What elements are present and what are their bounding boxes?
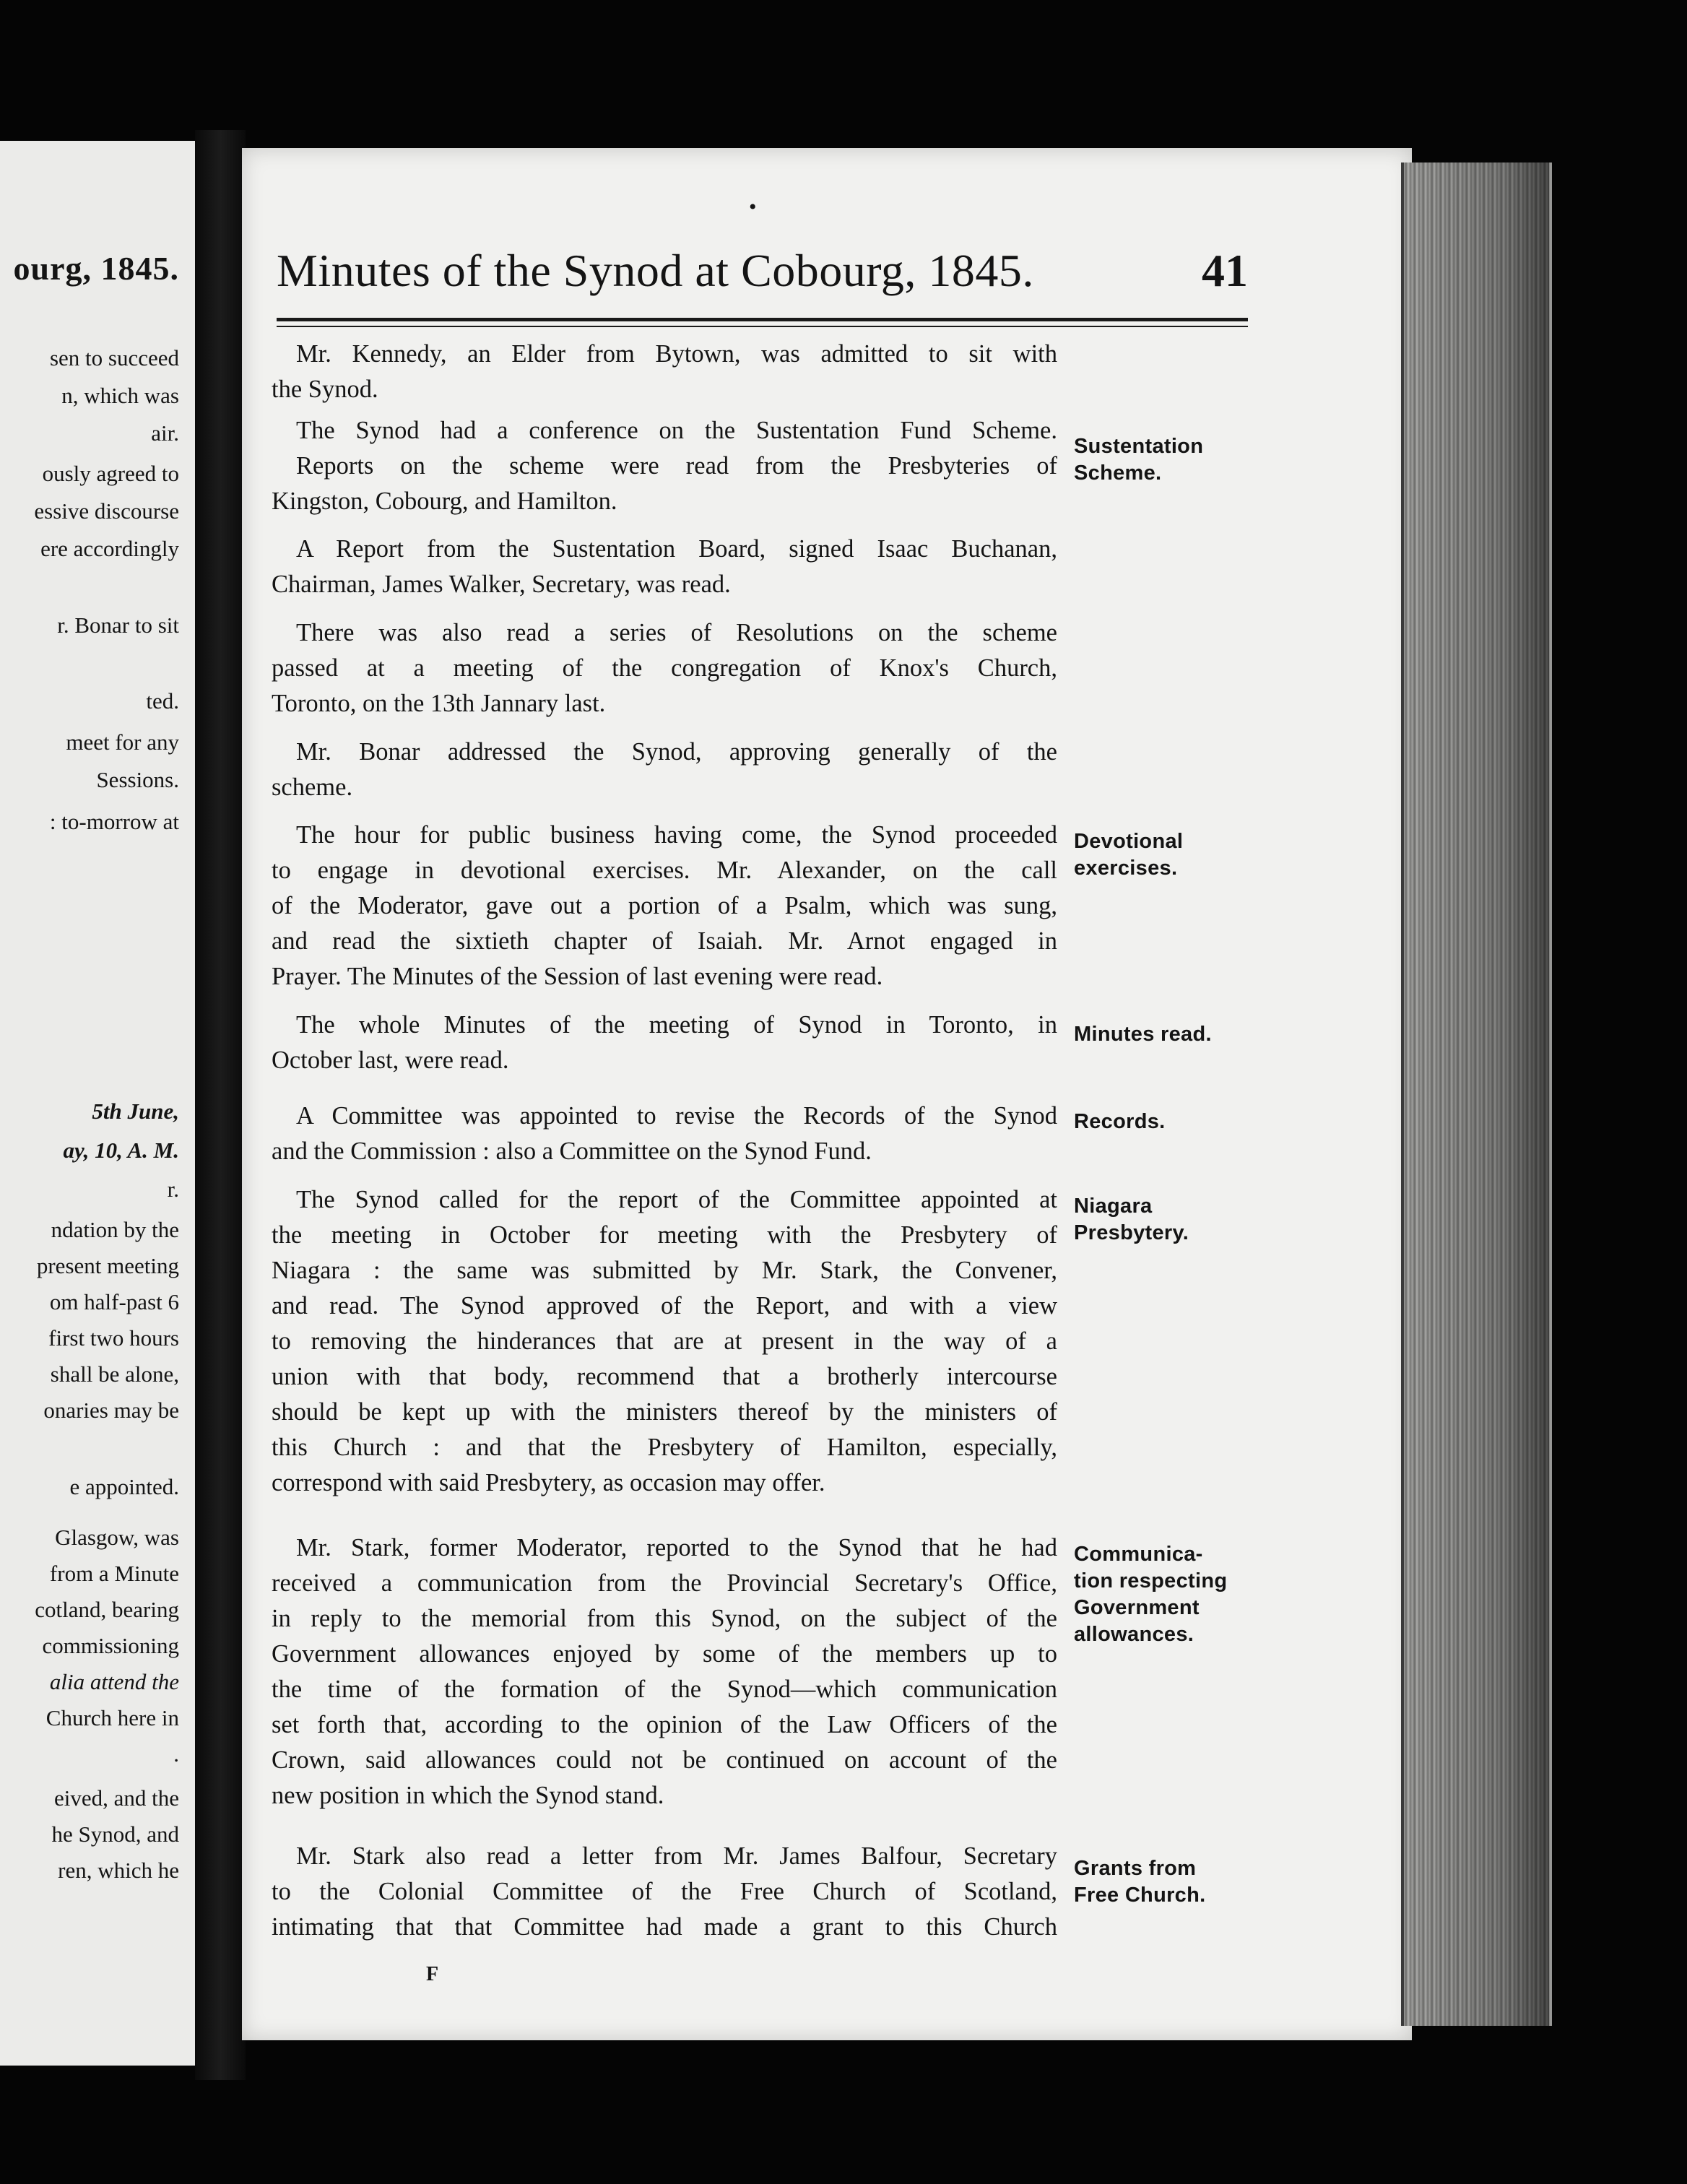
body-line: to engage in devotional exercises. Mr. Alexander, on the call bbox=[272, 857, 1057, 884]
body-line: Mr. Stark, former Moderator, reported to the Synod that he had bbox=[296, 1534, 1057, 1561]
left-page-line: ren, which he bbox=[58, 1858, 179, 1883]
left-page-line: first two hours bbox=[48, 1325, 179, 1351]
body-line: and read the sixtieth chapter of Isaiah. Mr. Arnot engaged in bbox=[272, 927, 1057, 955]
left-page-line: ndation by the bbox=[51, 1217, 179, 1242]
left-page-line: ay, 10, A. M. bbox=[63, 1138, 179, 1163]
body-line: The whole Minutes of the meeting of Synod in Toronto, in bbox=[296, 1011, 1057, 1039]
body-line: intimating that that Committee had made a grant to this Church bbox=[272, 1913, 1057, 1941]
left-page-line: . bbox=[173, 1741, 179, 1767]
body-line: the time of the formation of the Synod—which communication bbox=[272, 1676, 1057, 1703]
running-head bbox=[277, 238, 1248, 303]
body-line: There was also read a series of Resolutions on the scheme bbox=[296, 619, 1057, 646]
left-page-line: essive discourse bbox=[34, 498, 179, 524]
body-line: the meeting in October for meeting with the Presbytery of bbox=[272, 1221, 1057, 1249]
side-note-line: Sustentation bbox=[1074, 435, 1204, 458]
side-note-line: Communica- bbox=[1074, 1543, 1203, 1566]
body-line: union with that body, recommend that a brotherly intercourse bbox=[272, 1363, 1057, 1390]
left-page-line: ere accordingly bbox=[40, 536, 179, 561]
side-note-line: Records. bbox=[1074, 1110, 1166, 1133]
side-note-devotional bbox=[1074, 828, 1183, 882]
page-number: 41 bbox=[1202, 245, 1248, 296]
left-page-line: cotland, bearing bbox=[35, 1597, 179, 1622]
left-page-line: Glasgow, was bbox=[55, 1525, 179, 1550]
body-line: Chairman, James Walker, Secretary, was read. bbox=[272, 571, 731, 598]
side-note-line: tion respecting bbox=[1074, 1569, 1228, 1592]
left-page-line: r. Bonar to sit bbox=[57, 612, 179, 638]
side-note-line: Presbytery. bbox=[1074, 1221, 1189, 1244]
side-note-niagara bbox=[1074, 1193, 1189, 1247]
side-note-minutes-read bbox=[1074, 1021, 1212, 1048]
body-line: passed at a meeting of the congregation of Knox's Church, bbox=[272, 654, 1057, 682]
left-page-line: air. bbox=[151, 420, 179, 446]
body-line: Mr. Bonar addressed the Synod, approving generally of the bbox=[296, 738, 1057, 766]
body-line: to the Colonial Committee of the Free Church of Scotland, bbox=[272, 1878, 1057, 1905]
left-page-line: : to-morrow at bbox=[49, 809, 179, 834]
body-line: of the Moderator, gave out a portion of a Psalm, which was sung, bbox=[272, 892, 1057, 919]
body-line: to removing the hinderances that are at present in the way of a bbox=[272, 1327, 1057, 1355]
body-line: this Church : and that the Presbytery of Hamilton, especially, bbox=[272, 1434, 1057, 1461]
side-note-line: Scheme. bbox=[1074, 462, 1162, 485]
body-line: October last, were read. bbox=[272, 1046, 509, 1074]
body-line: The Synod called for the report of the Committee appointed at bbox=[296, 1186, 1057, 1213]
side-note-line: Government bbox=[1074, 1596, 1200, 1619]
body-line: Mr. Stark also read a letter from Mr. James Balfour, Secretary bbox=[296, 1842, 1057, 1870]
body-line: Reports on the scheme were read from the Presbyteries of bbox=[296, 452, 1057, 480]
side-note-line: Devotional bbox=[1074, 830, 1184, 853]
body-line: Kingston, Cobourg, and Hamilton. bbox=[272, 488, 617, 515]
body-line: Government allowances enjoyed by some of the members up to bbox=[272, 1640, 1057, 1668]
signature-mark: F bbox=[426, 1963, 439, 1985]
left-page-line: om half-past 6 bbox=[49, 1289, 179, 1314]
body-line: Toronto, on the 13th Jannary last. bbox=[272, 690, 606, 717]
body-line: and read. The Synod approved of the Report, and with a view bbox=[272, 1292, 1057, 1320]
side-note-communication bbox=[1074, 1541, 1227, 1648]
body-line: the Synod. bbox=[272, 376, 378, 403]
left-facing-page bbox=[0, 141, 195, 2066]
side-note-line: allowances. bbox=[1074, 1623, 1194, 1646]
body-line: set forth that, according to the opinion of the Law Officers of the bbox=[272, 1711, 1057, 1738]
left-page-header: ourg, 1845. bbox=[13, 250, 179, 287]
side-note-line: Grants from bbox=[1074, 1857, 1197, 1880]
side-note-records bbox=[1074, 1109, 1166, 1135]
side-note-line: Niagara bbox=[1074, 1195, 1153, 1218]
body-line: Niagara : the same was submitted by Mr. Stark, the Convener, bbox=[272, 1257, 1057, 1284]
page-edges-shadow bbox=[1401, 162, 1549, 2026]
body-line: should be kept up with the ministers thereof by the ministers of bbox=[272, 1398, 1057, 1426]
body-line: The hour for public business having come, the Synod proceeded bbox=[296, 821, 1057, 849]
body-line: Crown, said allowances could not be continued on account of the bbox=[272, 1746, 1057, 1774]
side-note-line: Minutes read. bbox=[1074, 1023, 1212, 1046]
body-line: new position in which the Synod stand. bbox=[272, 1782, 664, 1809]
side-note-sustentation bbox=[1074, 433, 1203, 487]
left-page-line: ously agreed to bbox=[42, 461, 179, 486]
body-line: and the Commission : also a Committee on the Synod Fund. bbox=[272, 1138, 872, 1165]
left-page-line: shall be alone, bbox=[50, 1361, 179, 1387]
header-rule-thin bbox=[277, 326, 1248, 327]
body-line: correspond with said Presbytery, as occasion may offer. bbox=[272, 1469, 825, 1496]
body-line: The Synod had a conference on the Sustentation Fund Scheme. bbox=[296, 417, 1057, 444]
top-ink-mark: • bbox=[749, 195, 757, 219]
body-line: in reply to the memorial from this Synod, on the subject of the bbox=[272, 1605, 1057, 1632]
left-page-line: ted. bbox=[146, 688, 179, 714]
running-title: Minutes of the Synod at Cobourg, 1845. bbox=[277, 245, 1034, 296]
left-page-line: onaries may be bbox=[43, 1398, 179, 1423]
left-page-line: present meeting bbox=[36, 1253, 179, 1278]
left-page-line: he Synod, and bbox=[51, 1821, 179, 1847]
left-page-line: commissioning bbox=[42, 1633, 179, 1658]
left-page-line: sen to succeed bbox=[49, 345, 179, 370]
left-page-line: eived, and the bbox=[53, 1785, 179, 1811]
left-page-line: r. bbox=[167, 1176, 179, 1202]
body-line: Mr. Kennedy, an Elder from Bytown, was admitted to sit with bbox=[296, 340, 1057, 368]
left-page-line: Sessions. bbox=[96, 767, 179, 792]
body-line: A Report from the Sustentation Board, signed Isaac Buchanan, bbox=[296, 535, 1057, 563]
body-line: scheme. bbox=[272, 774, 353, 801]
body-line: Prayer. The Minutes of the Session of last evening were read. bbox=[272, 963, 883, 990]
side-note-grants bbox=[1074, 1855, 1205, 1909]
left-page-line: alia attend the bbox=[49, 1669, 179, 1694]
left-page-line: from a Minute bbox=[49, 1561, 179, 1586]
left-page-line: meet for any bbox=[66, 729, 179, 755]
left-page-line: 5th June, bbox=[92, 1098, 179, 1124]
left-page-line: n, which was bbox=[61, 383, 179, 408]
header-rule bbox=[277, 318, 1248, 321]
body-line: received a communication from the Provincial Secretary's Office, bbox=[272, 1569, 1057, 1597]
side-note-line: exercises. bbox=[1074, 857, 1178, 880]
book-gutter bbox=[195, 130, 246, 2080]
side-note-line: Free Church. bbox=[1074, 1884, 1206, 1907]
left-page-line: Church here in bbox=[45, 1705, 179, 1730]
left-page-line: e appointed. bbox=[69, 1474, 179, 1499]
body-line: A Committee was appointed to revise the Records of the Synod bbox=[296, 1102, 1057, 1130]
